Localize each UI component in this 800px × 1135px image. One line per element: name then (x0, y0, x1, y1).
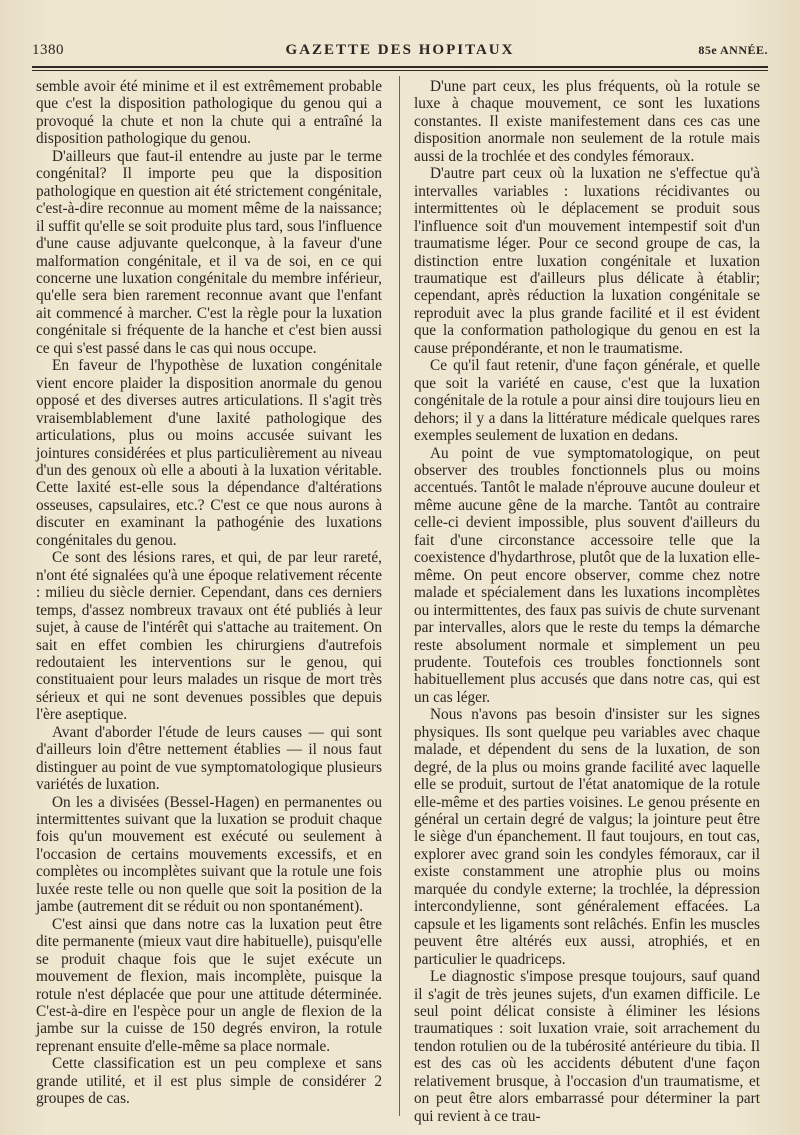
paragraph: Le diagnostic s'impose presque toujours, sauf quand il s'agit de très jeunes sujets, d'un examen difficile. Le seul point délicat consiste à éliminer les lésions traumatiques : soit luxation vraie, soit arrachement du tendon rotulien ou de la tubérosité antérieure du tibia. Il est des cas où les accidents débutent d'une façon relativement brusque, à l'occasion d'un traumatisme, et on peut être alors embarrassé pour déterminer la part qui revient à ce trau- (414, 968, 760, 1125)
page-number: 1380 (32, 42, 64, 58)
paragraph: Ce qu'il faut retenir, d'une façon générale, et quelle que soit la variété en cause, c'est que la luxation congénitale de la rotule a pour ainsi dire toujours lieu en dehors; il y a dans la littérature médicale quelques rares exemples seulement de luxation en dedans. (414, 357, 760, 445)
column-divider (399, 76, 400, 1116)
paragraph: D'autre part ceux où la luxation ne s'effectue qu'à intervalles variables : luxations récidivantes ou intermittentes où le déplacement se produit sous l'influence soit d'un mouvement intempestif soit d'un traumatisme léger. Pour ce second groupe de cas, la distinction entre luxation congénitale et luxation traumatique est d'ailleurs plus délicate à établir; cependant, après réduction la luxation congénitale se reproduit avec la plus grande facilité et il est évident que la conformation pathologique du genou en est la cause prépondérante, et non le traumatisme. (414, 165, 760, 357)
paragraph: On les a divisées (Bessel-Hagen) en permanentes ou intermittentes suivant que la luxation se produit chaque fois qu'un mouvement est exécuté ou seulement à l'occasion de certains mouvements excessifs, et en complètes ou incomplètes suivant que la rotule une fois luxée reste telle ou non quelle que soit la position de la jambe (autrement dit se réduit ou non spontanément). (36, 793, 382, 916)
header-rule-thin (32, 70, 768, 71)
publication-year: 85e ANNÉE. (698, 43, 768, 57)
left-column (36, 78, 382, 1108)
paragraph: C'est ainsi que dans notre cas la luxation peut être dite permanente (mieux vaut dire habituelle), puisqu'elle se produit chaque fois que le sujet exécute un mouvement de flexion, mais incomplète, puisque la rotule n'est déplacée que pour une attitude déterminée. C'est-à-dire en l'espèce pour un angle de flexion de la jambe sur la cuisse de 150 degrés environ, la rotule reprenant ensuite d'elle-même sa place normale. (36, 915, 382, 1055)
paragraph: Cette classification est un peu complexe et sans grande utilité, et il est plus simple de considérer 2 groupes de cas. (36, 1055, 382, 1108)
paragraph: Ce sont des lésions rares, et qui, de par leur rareté, n'ont été signalées qu'à une époque relativement récente : milieu du siècle dernier. Cependant, dans ces derniers temps, d'assez nombreux travaux ont été publiés à leur sujet, à cause de l'intérêt qui s'attache au traitement. On sait en effet combien les chirurgiens d'autrefois redoutaient les interventions sur le genou, qui constituaient pour leurs malades un risque de mort très sérieux et qui ne sont devenues possibles que depuis l'ère aseptique. (36, 549, 382, 724)
paragraph: semble avoir été minime et il est extrêmement probable que c'est la disposition pathologique du genou qui a provoqué la chute et non la chute qui a entraîné la disposition pathologique du genou. (36, 78, 382, 148)
paragraph: Au point de vue symptomatologique, on peut observer des troubles fonctionnels plus ou moins accentués. Tantôt le malade n'éprouve aucune douleur et même aucune gêne de la marche. Tantôt au contraire celle-ci devient impossible, plus souvent d'ailleurs du fait d'une circonstance accessoire telle que la coexistence d'hydarthrose, plutôt que de la luxation elle-même. On peut encore observer, comme chez notre malade et spécialement dans les luxations incomplètes ou intermittentes, des faux pas suivis de chute survenant par intervalles, alors que le reste du temps la démarche reste absolument normale et simplement un peu prudente. Toutefois ces troubles fonctionnels sont habituellement plus accusés que dans notre cas, qui est un cas léger. (414, 444, 760, 706)
paragraph: En faveur de l'hypothèse de luxation congénitale vient encore plaider la disposition anormale du genou opposé et des diverses autres articulations. Il s'agit très vraisemblablement d'une laxité pathologique des articulations, plus ou moins accusée suivant les jointures considérées et plus particulièrement au niveau d'un des genoux où elle a abouti à la luxation véritable. Cette laxité est-elle sous la dépendance d'altérations osseuses, capsulaires, etc.? C'est ce que nous aurons à discuter en examinant la pathogénie des luxations congénitales du genou. (36, 357, 382, 549)
paragraph: Nous n'avons pas besoin d'insister sur les signes physiques. Ils sont quelque peu variables avec chaque malade, et dépendent du sens de la luxation, de son degré, de la plus ou moins grande facilité avec laquelle elle se produit, surtout de l'état anatomique de la rotule elle-même et des parties voisines. Le genou présente en général un certain degré de valgus; la jointure peut être le siège d'un épanchement. Il faut toujours, en tout cas, explorer avec grand soin les condyles fémoraux, car il existe constamment une atrophie plus ou moins marquée du condyle externe; la trochlée, la dépression intercondylienne, sont généralement effacées. La capsule et les ligaments sont relâchés. Enfin les muscles peuvent être altérés eux aussi, atrophiés, et en particulier le quadriceps. (414, 706, 760, 968)
paragraph: Avant d'aborder l'étude de leurs causes — qui sont d'ailleurs loin d'être nettement établies — il nous faut distinguer au point de vue symptomatologique plusieurs variétés de luxation. (36, 723, 382, 794)
page-header (32, 40, 768, 62)
paragraph: D'une part ceux, les plus fréquents, où la rotule se luxe à chaque mouvement, ce sont les luxations constantes. Il existe manifestement dans ces cas une disposition anormale non seulement de la rotule mais aussi de la trochlée et des condyles fémoraux. (414, 78, 760, 165)
right-column (414, 78, 760, 1125)
journal-title: GAZETTE DES HOPITAUX (285, 42, 515, 58)
header-rule-thick (32, 66, 768, 68)
paragraph: D'ailleurs que faut-il entendre au juste par le terme congénital? Il importe peu que la disposition pathologique en question ait été strictement congénitale, c'est-à-dire reconnue au moment même de la naissance; il suffit qu'elle se soit produite plus tard, sous l'influence d'une cause adjuvante quelconque, à la faveur d'une malformation congénitale, et il va de soi, en ce qui concerne une luxation congénitale du membre inférieur, qu'elle sera bien rarement reconnue avant que l'enfant ait commencé à marcher. C'est la règle pour la luxation congénitale si fréquente de la hanche et c'est bien aussi ce qui s'est passé dans le cas qui nous occupe. (36, 147, 382, 357)
